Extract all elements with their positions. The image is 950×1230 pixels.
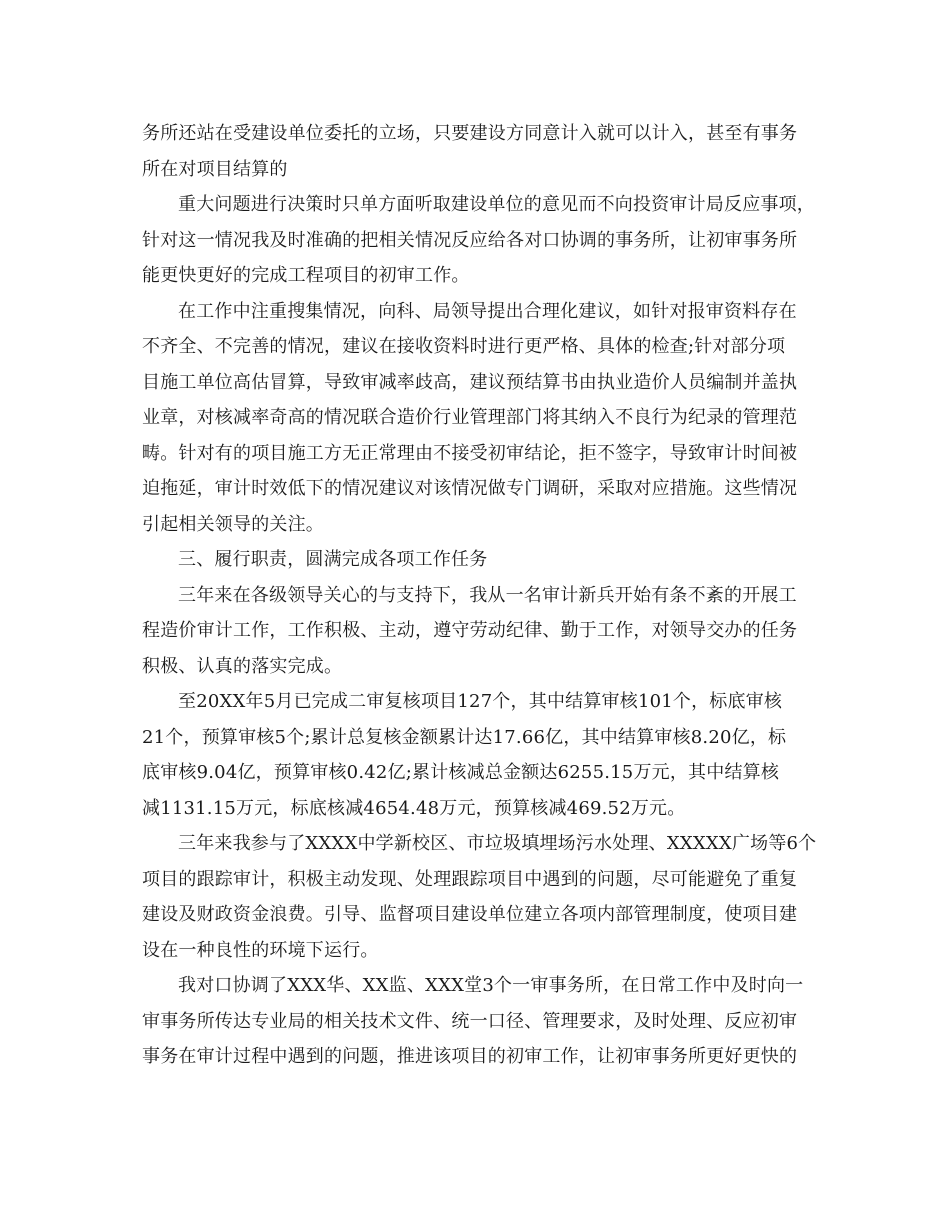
text-line: 程造价审计工作，工作积极、主动，遵守劳动纪律、勤于工作，对领导交办的任务 xyxy=(142,620,798,641)
text-line: 至20XX年5月已完成二审复核项目127个，其中结算审核101个，标底审核 xyxy=(178,691,783,712)
text-line: 我对口协调了XXX华、XX监、XXX堂3个一审事务所，在日常工作中及时向一 xyxy=(178,975,804,996)
text-line: 积极、认真的落实完成。 xyxy=(142,655,343,677)
text-line: 在工作中注重搜集情况，向科、局领导提出合理化建议，如针对报审资料存在 xyxy=(178,300,797,322)
text-line: 引起相关领导的关注。 xyxy=(142,513,324,535)
text-line: 针对这一情况我及时准确的把相关情况反应给各对口协调的事务所，让初审事务所 xyxy=(142,229,798,251)
text-line: 减1131.15万元，标底核减4654.48万元，预算核减469.52万元。 xyxy=(142,797,686,819)
text-line: 所在对项目结算的 xyxy=(142,158,288,180)
text-line: 项目的跟踪审计，积极主动发现、处理跟踪项目中遇到的问题，尽可能避免了重复 xyxy=(142,868,798,890)
text-line: 务所还站在受建设单位委托的立场，只要建设方同意计入就可以计入，甚至有事务 xyxy=(142,123,798,144)
text-line: 迫拖延，审计时效低下的情况建议对该情况做专门调研，采取对应措施。这些情况 xyxy=(142,478,798,499)
text-line: 能更快更好的完成工程项目的初审工作。 xyxy=(142,265,470,286)
text-line: 21个，预算审核5个;累计总复核金额累计达17.66亿，其中结算审核8.20亿，标 xyxy=(142,726,787,748)
text-line: 不齐全、不完善的情况，建议在接收资料时进行更严格、具体的检查;针对部分项 xyxy=(142,336,786,357)
text-line: 畴。针对有的项目施工方无正常理由不接受初审结论，拒不签字，导致审计时间被 xyxy=(142,442,798,464)
document-body xyxy=(142,116,832,1075)
text-line: 业章，对核减率奇高的情况联合造价行业管理部门将其纳入不良行为纪录的管理范 xyxy=(142,407,798,428)
text-line: 重大问题进行决策时只单方面听取建设单位的意见而不向投资审计局反应事项， xyxy=(178,194,815,215)
text-line: 设在一种良性的环境下运行。 xyxy=(142,939,379,961)
text-line: 三、履行职责，圆满完成各项工作任务 xyxy=(178,549,488,570)
text-line: 事务在审计过程中遇到的问题，推进该项目的初审工作，让初审事务所更好更快的 xyxy=(142,1046,798,1067)
text-line: 三年来我参与了XXXX中学新校区、市垃圾填埋场污水处理、XXXXX广场等6个 xyxy=(178,833,817,854)
text-line: 建设及财政资金浪费。引导、监督项目建设单位建立各项内部管理制度，使项目建 xyxy=(142,904,798,925)
text-line: 目施工单位高估冒算，导致审减率歧高，建议预结算书由执业造价人员编制并盖执 xyxy=(142,371,798,393)
text-line: 底审核9.04亿，预算审核0.42亿;累计核减总金额达6255.15万元，其中结算核 xyxy=(142,762,780,783)
text-line: 三年来在各级领导关心的与支持下，我从一名审计新兵开始有条不紊的开展工 xyxy=(178,584,797,606)
text-line: 审事务所传达专业局的相关技术文件、统一口径、管理要求，及时处理、反应初审 xyxy=(142,1010,798,1032)
